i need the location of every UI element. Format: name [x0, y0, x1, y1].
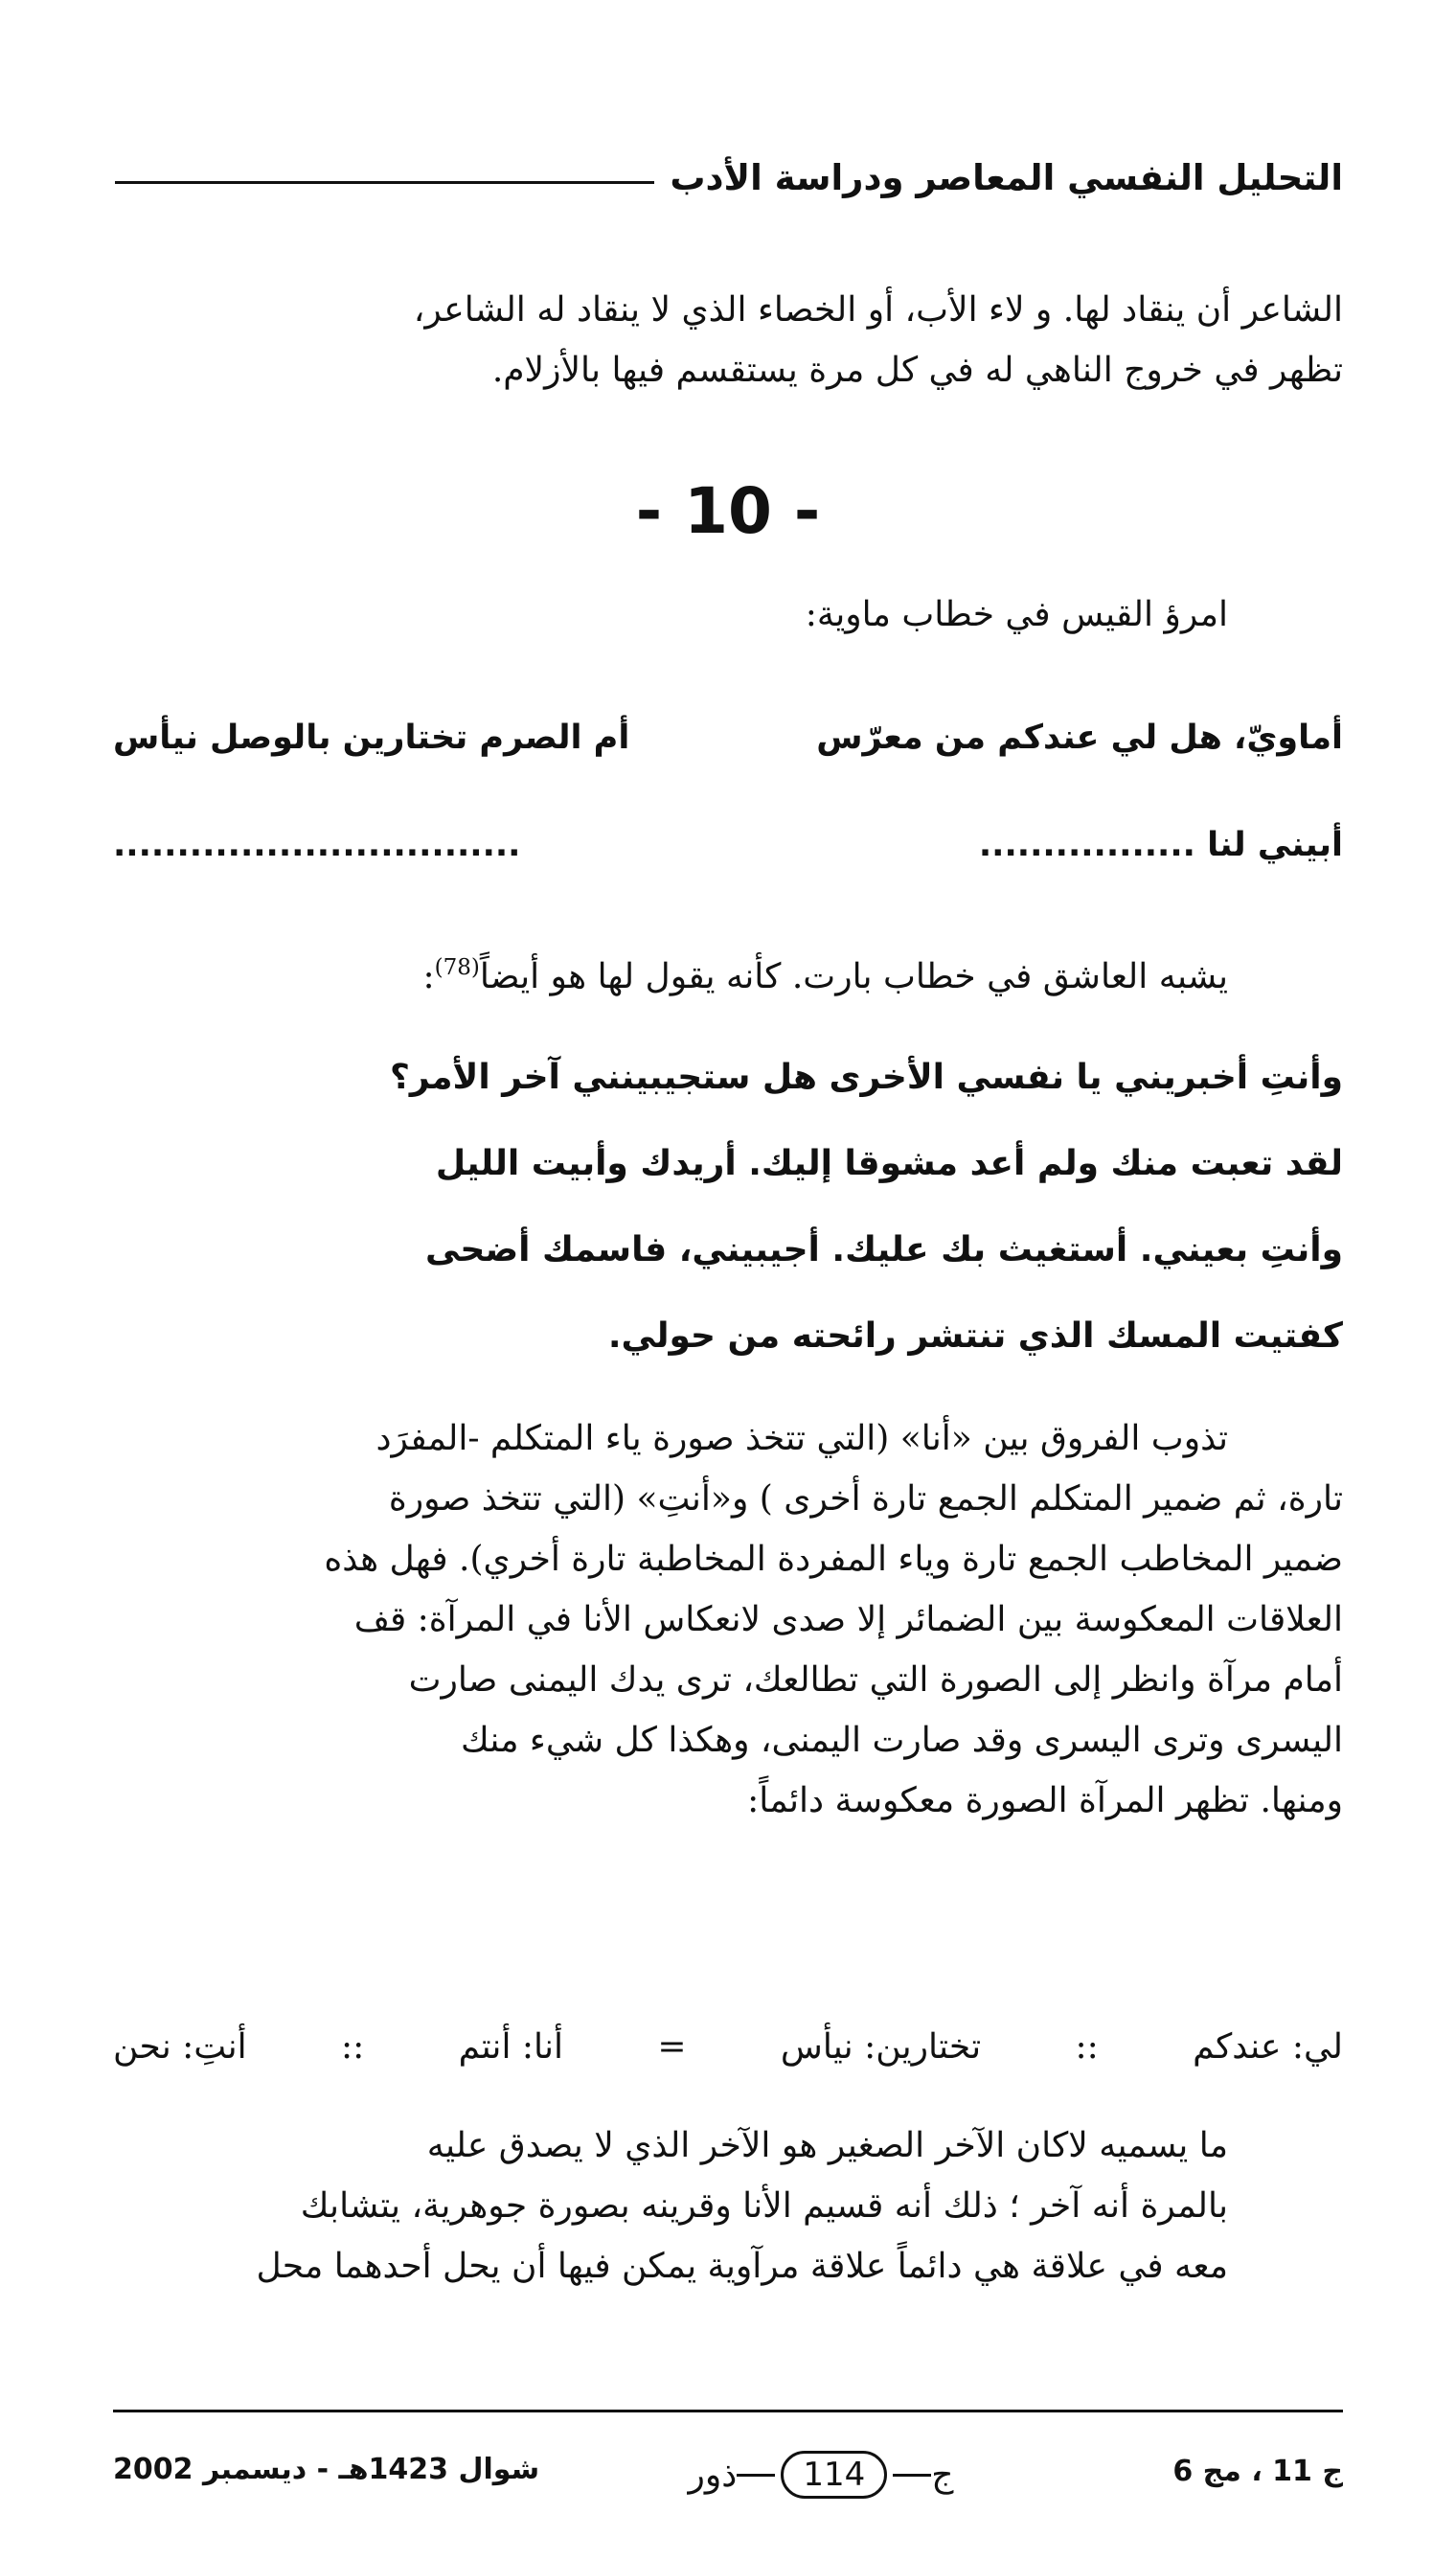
journal-name-end: ذور	[688, 2455, 738, 2495]
quote-lead-line	[423, 939, 1228, 1006]
paragraph-continued	[113, 280, 1343, 400]
paragraph-lacan	[113, 2115, 1343, 2297]
section-number: - 10 -	[635, 474, 821, 548]
paragraph-line: ومنها. تظهر المرآة الصورة معكوسة دائماً:	[747, 1781, 1343, 1820]
page-footer	[113, 2441, 1343, 2518]
lead-colon: :	[422, 957, 435, 996]
logo-stroke	[737, 2474, 775, 2477]
paragraph-line: أمام مرآة وانظر إلى الصورة التي تطالعك، ترى يدك اليمنى صارت	[408, 1660, 1343, 1700]
equation-term: لي: عندكم	[1193, 2027, 1343, 2067]
verse-hemistich-first: أبيني لنا .................	[978, 826, 1343, 864]
paragraph-line: معه في علاقة هي دائماً علاقة مرآوية يمكن فيها أن يحل أحدهما محل	[256, 2247, 1228, 2286]
equation-separator: ::	[341, 2027, 365, 2067]
quote-line: كفتيت المسك الذي تنتشر رائحته من حولي.	[607, 1316, 1343, 1356]
verse-line	[113, 709, 1343, 766]
quote-line: وأنتِ بعيني. أستغيث بك عليك. أجيبيني، فاسمك أضحى	[425, 1230, 1343, 1269]
paragraph-mirror	[113, 1408, 1343, 1831]
verse-line	[113, 816, 1343, 874]
verse-hemistich-second: أم الصرم تختارين بالوصل نيأس	[113, 719, 630, 757]
verse-hemistich-second: ................................	[113, 826, 521, 864]
footer-rule	[113, 2410, 1343, 2412]
header-title: التحليل النفسي المعاصر ودراسة الأدب	[670, 156, 1343, 198]
running-header	[115, 144, 1343, 211]
paragraph-line: العلاقات المعكوسة بين الضمائر إلا صدى لانعكاس الأنا في المرآة: قف	[353, 1600, 1343, 1639]
pronoun-equation	[113, 2019, 1343, 2076]
journal-logo	[644, 2441, 998, 2508]
paragraph-line: الشاعر أن ينقاد لها. و لاء الأب، أو الخصاء الذي لا ينقاد له الشاعر،	[413, 290, 1343, 330]
equation-term: أنتِ: نحن	[113, 2027, 247, 2067]
equation-term: أنا: أنتم	[458, 2027, 564, 2067]
equation-separator: ::	[1075, 2027, 1099, 2067]
journal-name-start: ج	[931, 2455, 954, 2495]
paragraph-line: اليسرى وترى اليسرى وقد صارت اليمنى، وهكذا كل شيء منك	[461, 1721, 1343, 1760]
paragraph-line: بالمرة أنه آخر ؛ ذلك أنه قسيم الأنا وقرينه بصورة جوهرية، يتشابك	[300, 2186, 1228, 2226]
volume-issue: ج 11 ، مج 6	[1172, 2455, 1343, 2488]
paragraph-line: تظهر في خروج الناهي له في كل مرة يستقسم فيها بالأزلام.	[491, 351, 1343, 390]
paragraph-line: تذوب الفروق بين «أنا» (التي تتخذ صورة ياء المتكلم -المفرَد	[375, 1419, 1228, 1458]
page-number: 114	[781, 2451, 887, 2499]
intro-line: امرؤ القيس في خطاب ماوية:	[805, 595, 1228, 634]
issue-date: شوال 1423هـ - ديسمبر 2002	[113, 2453, 540, 2486]
lead-text: يشبه العاشق في خطاب بارت. كأنه يقول لها هو أيضاً	[479, 957, 1228, 996]
paragraph-line: تارة، ثم ضمير المتكلم الجمع تارة أخرى ) و«أنتِ» (التي تتخذ صورة	[388, 1479, 1343, 1519]
block-quote	[113, 1035, 1343, 1380]
quote-line: لقد تعبت منك ولم أعد مشوقا إليك. أريدك وأبيت الليل	[435, 1144, 1343, 1183]
verse-hemistich-first: أماويّ، هل لي عندكم من معرّس	[816, 719, 1343, 757]
equation-term: تختارين: نيأس	[780, 2027, 982, 2067]
footnote-ref: (78)	[434, 955, 480, 980]
quote-line: وأنتِ أخبريني يا نفسي الأخرى هل ستجيبينني آخر الأمر؟	[389, 1058, 1343, 1097]
paragraph-line: ما يسميه لاكان الآخر الصغير هو الآخر الذي لا يصدق عليه	[426, 2126, 1228, 2165]
header-rule	[115, 181, 654, 184]
paragraph-line: ضمير المخاطب الجمع تارة وياء المفردة المخاطبة تارة أخري). فهل هذه	[324, 1540, 1343, 1579]
equation-separator: =	[657, 2027, 687, 2067]
logo-stroke	[893, 2474, 931, 2477]
